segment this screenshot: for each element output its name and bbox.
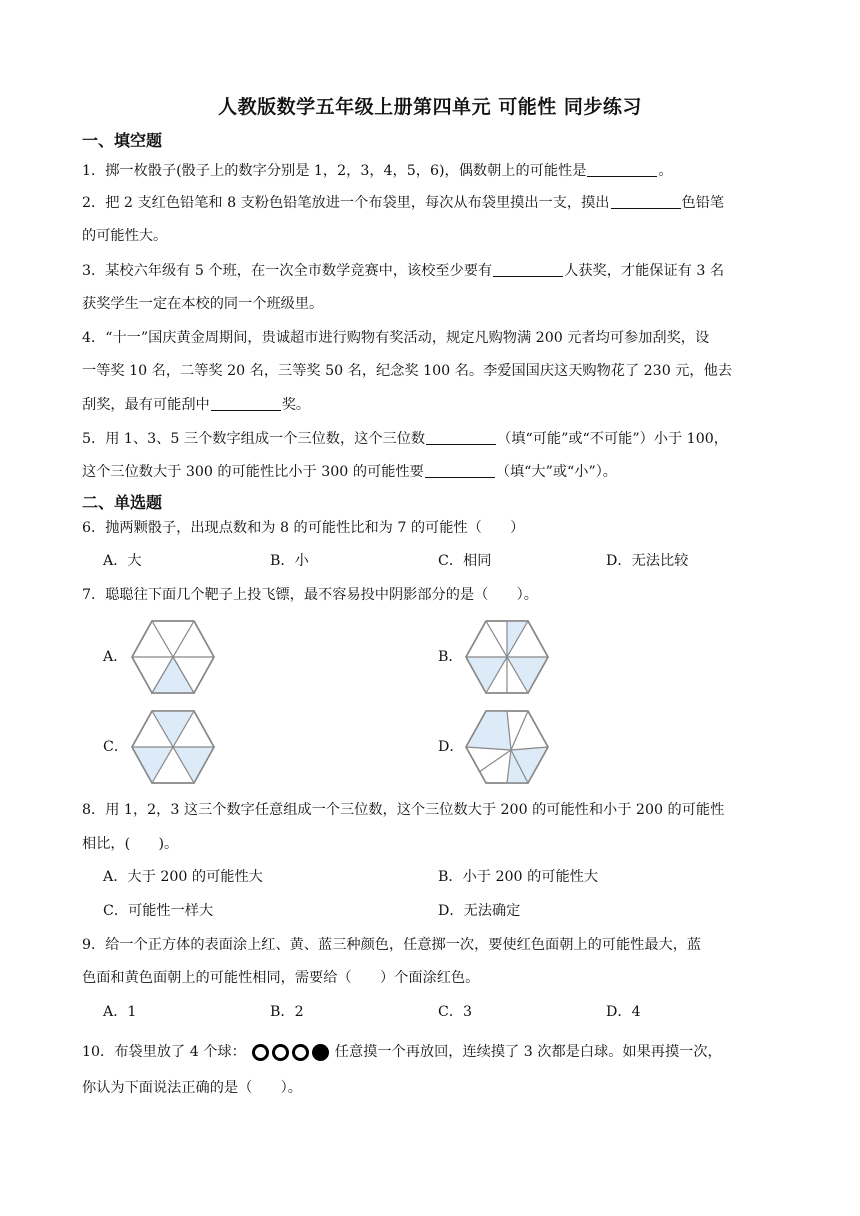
- option-a[interactable]: A．大于 200 的可能性大: [103, 869, 263, 885]
- question-7: 7．聪聪往下面几个靶子上投飞镖，最不容易投中阴影部分的是（ ）。: [82, 587, 538, 603]
- option-c[interactable]: C．相同: [438, 553, 492, 569]
- page-title: 人教版数学五年级上册第四单元 可能性 同步练习: [218, 96, 642, 118]
- option-a-label[interactable]: A．: [103, 649, 128, 665]
- question-5-text-a: 5．用 1、3、5 三个数字组成一个三位数，这个三位数: [82, 431, 426, 447]
- question-3-line-2: 获奖学生一定在本校的同一个班级里。: [82, 296, 324, 312]
- hexagon-target-d-icon[interactable]: [465, 710, 549, 784]
- option-c[interactable]: C．可能性一样大: [103, 903, 214, 919]
- black-ball-icon: [312, 1044, 329, 1061]
- question-3: [82, 260, 782, 281]
- hexagon-target-c-icon[interactable]: [131, 710, 215, 784]
- question-4-line-3: [82, 394, 782, 415]
- option-c-label[interactable]: C．: [103, 739, 129, 755]
- option-b[interactable]: B．小于 200 的可能性大: [438, 869, 599, 885]
- question-5-line-2-b: （填“大”或“小”）。: [495, 464, 617, 480]
- question-4-text-a: 刮奖，最有可能刮中: [82, 397, 210, 413]
- option-a[interactable]: A．大: [103, 553, 142, 569]
- question-1-end: 。: [658, 163, 673, 179]
- hexagon-target-a-icon[interactable]: [131, 620, 215, 694]
- question-1: [82, 160, 782, 181]
- question-8-line-2: 相比，( )。: [82, 836, 179, 852]
- answer-blank[interactable]: [211, 394, 281, 411]
- section-heading-fill-in: 一、填空题: [82, 131, 163, 150]
- option-c[interactable]: C．3: [438, 1004, 473, 1020]
- answer-blank[interactable]: [611, 192, 681, 209]
- question-10-text-a: 10．布袋里放了 4 个球：: [82, 1044, 246, 1060]
- question-4-line-1: 4．“十一”国庆黄金周期间，贵诚超市进行购物有奖活动，规定凡购物满 200 元者均可参加刮奖，设: [82, 330, 710, 346]
- question-3-text-a: 3．某校六年级有 5 个班，在一次全市数学竞赛中，该校至少要有: [82, 263, 493, 279]
- question-9-line-1: 9．给一个正方体的表面涂上红、黄、蓝三种颜色，任意掷一次，要使红色面朝上的可能性最大，蓝: [82, 937, 702, 953]
- balls-group: [252, 1044, 329, 1061]
- question-10-text-b: 任意摸一个再放回，连续摸了 3 次都是白球。如果再摸一次，: [334, 1044, 722, 1060]
- answer-blank[interactable]: [425, 461, 495, 478]
- option-d-label[interactable]: D．: [438, 739, 464, 755]
- question-5-text-b: （填“可能”或“不可能”）小于 100，: [497, 431, 728, 447]
- answer-blank[interactable]: [426, 428, 496, 445]
- white-ball-icon: [252, 1044, 269, 1061]
- question-8-line-1: 8．用 1，2，3 这三个数字任意组成一个三位数，这个三位数大于 200 的可能性和小于 200 的可能性: [82, 802, 725, 818]
- question-10-line-1: [82, 1042, 782, 1062]
- option-d[interactable]: D．无法确定: [438, 903, 521, 919]
- option-b-label[interactable]: B．: [438, 649, 463, 665]
- question-2-text-a: 2．把 2 支红色铅笔和 8 支粉色铅笔放进一个布袋里，每次从布袋里摸出一支，摸出: [82, 195, 610, 211]
- question-9-line-2: 色面和黄色面朝上的可能性相同，需要给（ ）个面涂红色。: [82, 970, 480, 986]
- question-2-line-2: 的可能性大。: [82, 228, 168, 244]
- question-6: 6．抛两颗骰子，出现点数和为 8 的可能性比和为 7 的可能性（ ）: [82, 520, 525, 536]
- option-a[interactable]: A．1: [103, 1004, 137, 1020]
- question-10-line-2: 你认为下面说法正确的是（ ）。: [82, 1080, 302, 1096]
- question-5-line-2: [82, 461, 782, 482]
- question-5-line-2-a: 这个三位数大于 300 的可能性比小于 300 的可能性要: [82, 464, 424, 480]
- option-b[interactable]: B．2: [270, 1004, 304, 1020]
- white-ball-icon: [292, 1044, 309, 1061]
- question-3-text-b: 人获奖，才能保证有 3 名: [564, 263, 725, 279]
- answer-blank[interactable]: [493, 260, 563, 277]
- question-5: [82, 428, 782, 449]
- section-heading-single-choice: 二、单选题: [82, 493, 163, 512]
- option-d[interactable]: D．4: [606, 1004, 641, 1020]
- question-2-text-b: 色铅笔: [681, 195, 725, 211]
- option-b[interactable]: B．小: [270, 553, 309, 569]
- option-d[interactable]: D．无法比较: [606, 553, 689, 569]
- answer-blank[interactable]: [587, 160, 657, 177]
- question-1-text: 1．掷一枚骰子(骰子上的数字分别是 1，2，3，4，5，6)，偶数朝上的可能性是: [82, 163, 587, 179]
- question-2: [82, 192, 782, 213]
- white-ball-icon: [272, 1044, 289, 1061]
- question-4-text-b: 奖。: [281, 397, 311, 413]
- hexagon-target-b-icon[interactable]: [465, 620, 549, 694]
- question-4-line-2: 一等奖 10 名，二等奖 20 名，三等奖 50 名，纪念奖 100 名。李爱国国庆这天购物花了 230 元，他去: [82, 363, 732, 379]
